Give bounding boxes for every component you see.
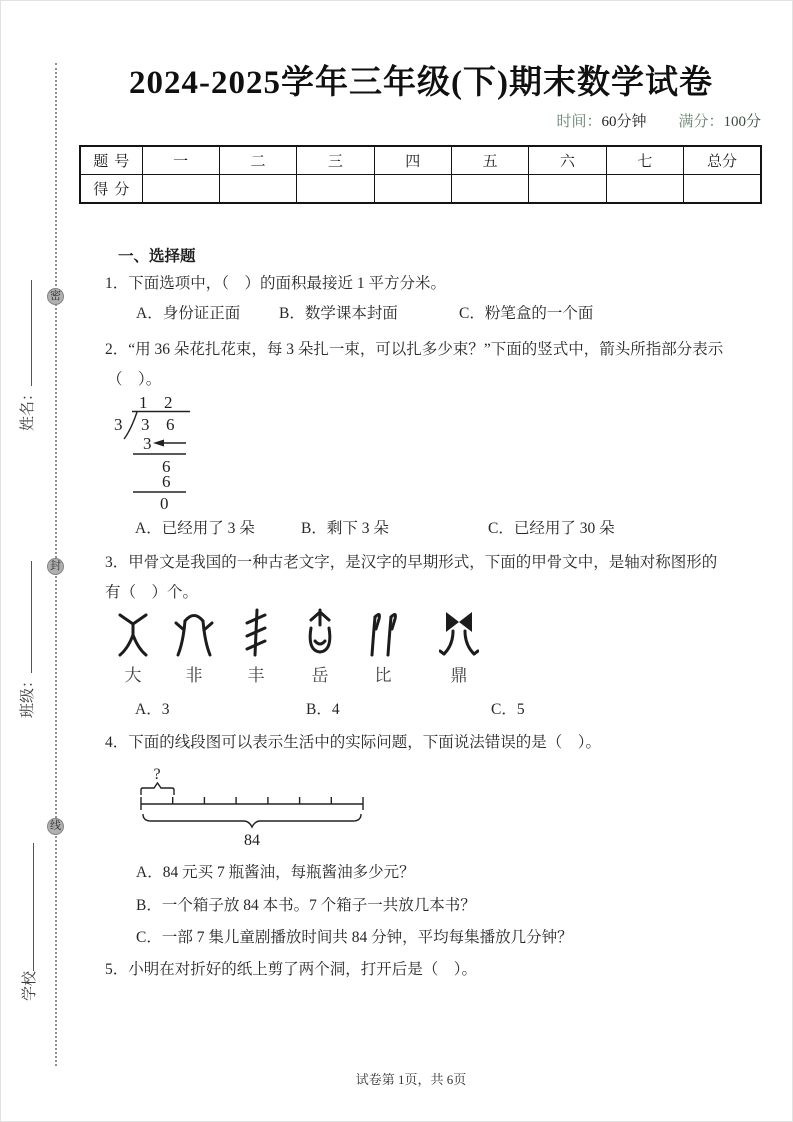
- score-blank-cell: [684, 175, 761, 204]
- score-blank-cell: [374, 175, 451, 204]
- char-label-ding: 鼎: [450, 666, 468, 685]
- page-number-footer: 试卷第 1页，共 6页: [355, 1072, 467, 1087]
- char-label-da: 大: [124, 666, 142, 685]
- score-table-cell-5: 五: [452, 146, 529, 175]
- division-quotient-tens: 1: [139, 393, 148, 412]
- question-4-option-a: A．84 元买 7 瓶酱油，每瓶酱油多少元？: [136, 864, 415, 881]
- score-table-cell-total: 总分: [684, 146, 761, 175]
- oracle-glyph-da-icon: [113, 607, 153, 657]
- score-table-score-row: [80, 175, 761, 204]
- score-blank-cell: [219, 175, 296, 204]
- score-table-cell-6: 六: [529, 146, 606, 175]
- score-blank-cell: [297, 175, 374, 204]
- question-2-text-line1: 2．“用 36 朵花扎花束，每 3 朵扎一束，可以扎多少束？”下面的竖式中，箭头所指部分表示: [105, 341, 724, 358]
- question-3-text-line1: 3．甲骨文是我国的一种古老文字，是汉字的早期形式，下面的甲骨文中，是轴对称图形的: [105, 554, 718, 571]
- score-blank-cell: [529, 175, 606, 204]
- char-label-bi: 比: [374, 666, 392, 685]
- school-field: [18, 831, 42, 1001]
- question-1-option-a: A．身份证正面: [136, 305, 241, 322]
- division-dividend-ones: 6: [166, 415, 175, 434]
- division-remainder: 0: [160, 494, 169, 513]
- question-1-text: 1．下面选项中，（ ）的面积最接近 1 平方分米。: [105, 275, 447, 292]
- division-dividend-tens: 3: [141, 415, 150, 434]
- name-field: [16, 269, 40, 431]
- division-quotient-ones: 2: [164, 393, 173, 412]
- name-field-label: 姓名：: [20, 385, 36, 431]
- char-label-yue: 岳: [311, 666, 329, 685]
- exam-title: 2024-2025学年三年级(下)期末数学试卷: [129, 65, 713, 101]
- left-arrow-icon: [153, 440, 164, 447]
- tihao-label: 题号: [93, 154, 136, 170]
- question-3-option-a: A．3: [135, 701, 170, 718]
- score-blank-cell: [606, 175, 683, 204]
- question-3-option-b: B．4: [306, 701, 340, 718]
- char-label-feng: 丰: [247, 666, 265, 685]
- seal-char-xian: 线: [47, 818, 64, 835]
- seal-char-mi: 密: [47, 288, 64, 305]
- oracle-glyph-yue-icon: [300, 607, 340, 657]
- question-2-text-line2: （ ）。: [107, 371, 162, 388]
- division-bracket: [124, 412, 137, 439]
- division-divisor: 3: [114, 415, 123, 434]
- exam-meta-line: [81, 110, 761, 131]
- seal-char-feng: 封: [47, 558, 64, 575]
- oracle-glyph-feng-icon: [236, 607, 276, 657]
- class-field-blank: [18, 561, 32, 673]
- question-2-option-c: C．已经用了 30 朵: [488, 520, 615, 537]
- question-2-option-a: A．已经用了 3 朵: [135, 520, 255, 537]
- question-1-option-b: B．数学课本封面: [279, 305, 398, 322]
- class-field-label: 班级：: [20, 672, 36, 718]
- score-table-cell-2: 二: [219, 146, 296, 175]
- score-table: [79, 145, 762, 204]
- score-table-cell-4: 四: [374, 146, 451, 175]
- division-subtract-step: 3: [143, 434, 152, 453]
- long-division-figure: [106, 387, 266, 515]
- segment-total-label: 84: [244, 832, 260, 849]
- question-5-text: 5．小明在对折好的纸上剪了两个洞，打开后是（ ）。: [105, 961, 478, 978]
- oracle-glyph-bi-icon: [363, 607, 403, 657]
- score-table-cell-1: 一: [142, 146, 219, 175]
- score-table-cell-7: 七: [606, 146, 683, 175]
- score-blank-cell: [142, 175, 219, 204]
- division-subtract-2: 6: [162, 472, 171, 491]
- segment-diagram-figure: [131, 759, 381, 851]
- question-3-text-line2: 有（ ）个。: [105, 584, 199, 601]
- big-brace-icon: [143, 814, 361, 827]
- time-label: 时间：: [556, 114, 602, 130]
- score-table-cell-tihao: [80, 146, 142, 175]
- score-table-cell-3: 三: [297, 146, 374, 175]
- small-brace-icon: [141, 783, 174, 795]
- name-field-blank: [18, 280, 32, 386]
- full-score-value: 100分: [723, 114, 761, 130]
- time-value: 60分钟: [601, 114, 647, 130]
- class-field: [16, 550, 40, 718]
- oracle-glyph-fei-icon: [174, 607, 214, 657]
- question-4-option-c: C．一部 7 集儿童剧播放时间共 84 分钟，平均每集播放几分钟？: [136, 929, 573, 946]
- score-blank-cell: [452, 175, 529, 204]
- question-4-text: 4．下面的线段图可以表示生活中的实际问题，下面说法错误的是（ ）。: [105, 734, 602, 751]
- full-score-label: 满分：: [678, 114, 724, 130]
- question-4-option-b: B．一个箱子放 84 本书。7 个箱子一共放几本书？: [136, 897, 476, 914]
- char-label-fei: 非: [185, 666, 203, 685]
- score-table-header-row: [80, 146, 761, 175]
- section-1-heading: 一、选择题: [118, 248, 196, 265]
- division-bring-down: 6: [162, 457, 171, 476]
- school-field-label: 学校: [22, 970, 38, 1001]
- school-field-blank: [20, 843, 34, 971]
- oracle-glyph-ding-icon: [439, 607, 479, 657]
- question-2-option-b: B．剩下 3 朵: [301, 520, 389, 537]
- segment-question-mark: ?: [153, 766, 161, 783]
- question-3-option-c: C．5: [491, 701, 525, 718]
- defen-label: 得分: [93, 182, 136, 198]
- score-row-label-cell: [80, 175, 142, 204]
- question-1-option-c: C．粉笔盒的一个面: [459, 305, 594, 322]
